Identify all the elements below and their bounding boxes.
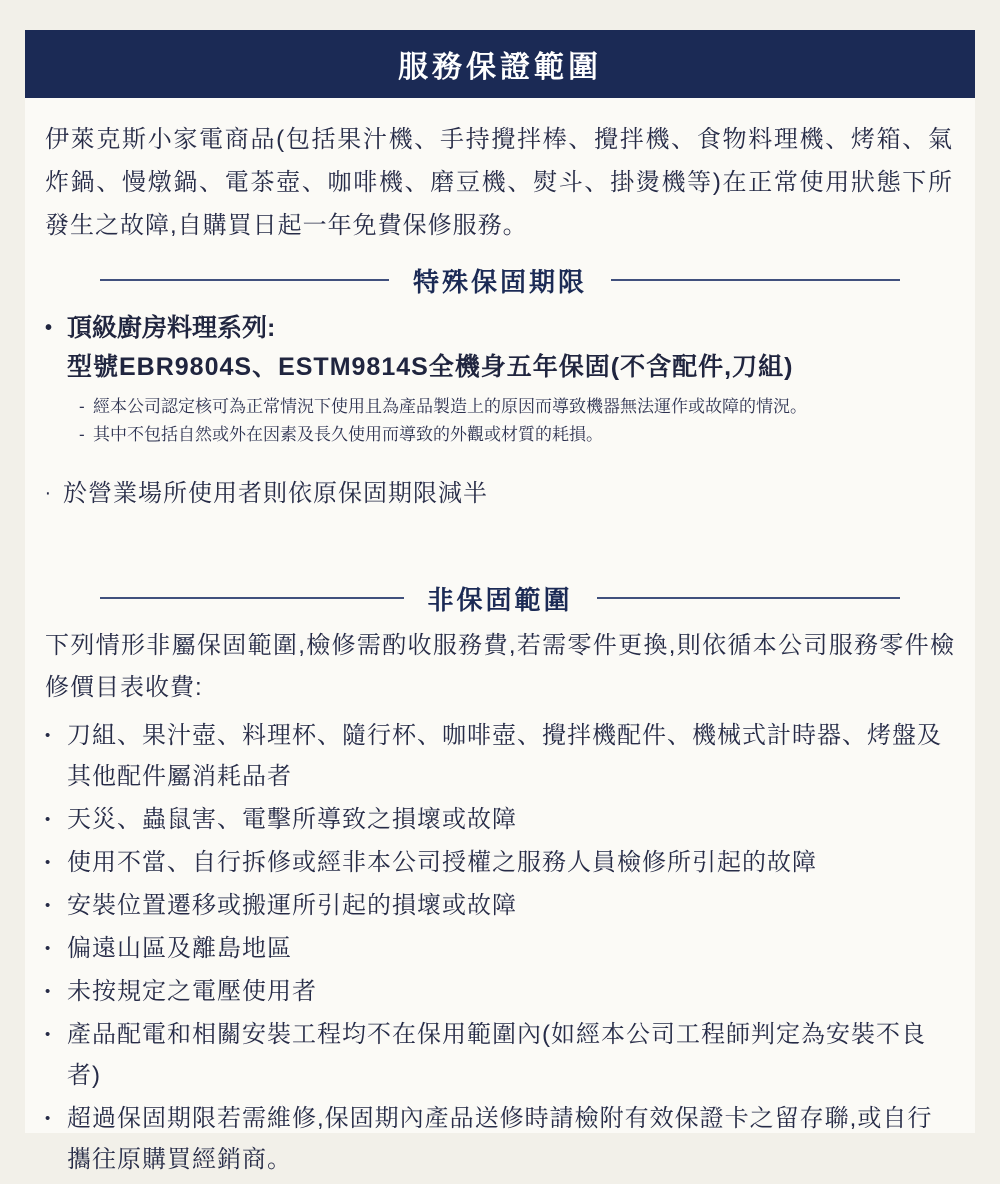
bullet-dot-icon: • bbox=[45, 1026, 52, 1043]
content-card bbox=[25, 98, 975, 1173]
divider-line-right bbox=[597, 597, 901, 599]
subnote-row bbox=[79, 393, 955, 421]
dash-marker-icon: - bbox=[79, 397, 85, 416]
section-title-non-warranty: 非保固範圍 bbox=[427, 584, 573, 615]
list-item bbox=[45, 885, 957, 926]
business-use-note-text: 於營業場所使用者則依原保固期限減半 bbox=[63, 480, 488, 507]
list-item-text: 天災、蟲鼠害、電擊所導致之損壞或故障 bbox=[67, 806, 517, 833]
list-item-text: 產品配電和相關安裝工程均不在保用範圍內(如經本公司工程師判定為安裝不良者) bbox=[67, 1021, 926, 1089]
list-item-text: 未按規定之電壓使用者 bbox=[67, 978, 317, 1005]
list-item-text: 使用不當、自行拆修或經非本公司授權之服務人員檢修所引起的故障 bbox=[67, 849, 817, 876]
model-warranty-line: 型號EBR9804S、ESTM9814S全機身五年保固(不含配件,刀組) bbox=[67, 353, 794, 381]
bullet-dot-icon: • bbox=[45, 897, 52, 914]
business-use-note-row bbox=[45, 477, 955, 511]
bullet-dot-icon: • bbox=[45, 854, 52, 871]
divider-line-left bbox=[100, 279, 389, 281]
list-item-text: 超過保固期限若需維修,保固期內產品送修時請檢附有效保證卡之留存聯,或自行攜往原購買經銷商。 bbox=[67, 1105, 933, 1173]
bullet-dot-icon: • bbox=[45, 983, 52, 1000]
series-heading-text: 頂級廚房料理系列: bbox=[67, 314, 276, 342]
divider-line-right bbox=[611, 279, 900, 281]
bullet-dot-icon: • bbox=[45, 1110, 52, 1127]
divider-line-left bbox=[100, 597, 404, 599]
list-item bbox=[45, 1014, 957, 1096]
list-item bbox=[45, 928, 957, 969]
non-warranty-item-list bbox=[45, 715, 957, 1180]
non-warranty-intro-paragraph: 下列情形非屬保固範圍,檢修需酌收服務費,若需零件更換,則依循本公司服務零件檢修價目表收費: bbox=[45, 632, 955, 701]
subnote-text: 經本公司認定核可為正常情況下使用且為產品製造上的原因而導致機器無法運作或故障的情況。 bbox=[93, 397, 807, 416]
list-item bbox=[45, 799, 957, 840]
bullet-dot-icon: • bbox=[45, 940, 52, 957]
list-item-text: 刀組、果汁壺、料理杯、隨行杯、咖啡壺、攪拌機配件、機械式計時器、烤盤及其他配件屬消耗品者 bbox=[67, 722, 942, 790]
section-heading-non-warranty bbox=[45, 581, 955, 615]
series-heading-row bbox=[45, 311, 955, 345]
subnote-text: 其中不包括自然或外在因素及長久使用而導致的外觀或材質的耗損。 bbox=[93, 425, 603, 444]
bullet-dot-icon: • bbox=[45, 811, 52, 828]
dash-marker-icon: - bbox=[79, 425, 85, 444]
special-warranty-subnotes bbox=[79, 393, 955, 449]
list-item-text: 安裝位置遷移或搬運所引起的損壞或故障 bbox=[67, 892, 517, 919]
list-item bbox=[45, 971, 957, 1012]
list-item bbox=[45, 842, 957, 883]
warranty-intro-paragraph: 伊萊克斯小家電商品(包括果汁機、手持攪拌棒、攪拌機、食物料理機、烤箱、氣炸鍋、慢燉鍋、電茶壺、咖啡機、磨豆機、熨斗、掛燙機等)在正常使用狀態下所發生之故障,自購買日起一年免費保修服務。 bbox=[45, 126, 953, 239]
subnote-row bbox=[79, 421, 955, 449]
list-item-text: 偏遠山區及離島地區 bbox=[67, 935, 292, 962]
page-header bbox=[25, 30, 975, 98]
list-item bbox=[45, 1098, 957, 1180]
page-title: 服務保證範圍 bbox=[398, 51, 602, 84]
section-heading-special-warranty bbox=[45, 263, 955, 297]
middot-marker-icon: ‧ bbox=[45, 484, 52, 504]
section-title-special-warranty: 特殊保固期限 bbox=[413, 266, 588, 297]
bullet-dot-icon: • bbox=[45, 317, 53, 339]
list-item bbox=[45, 715, 957, 797]
bullet-dot-icon: • bbox=[45, 727, 52, 744]
